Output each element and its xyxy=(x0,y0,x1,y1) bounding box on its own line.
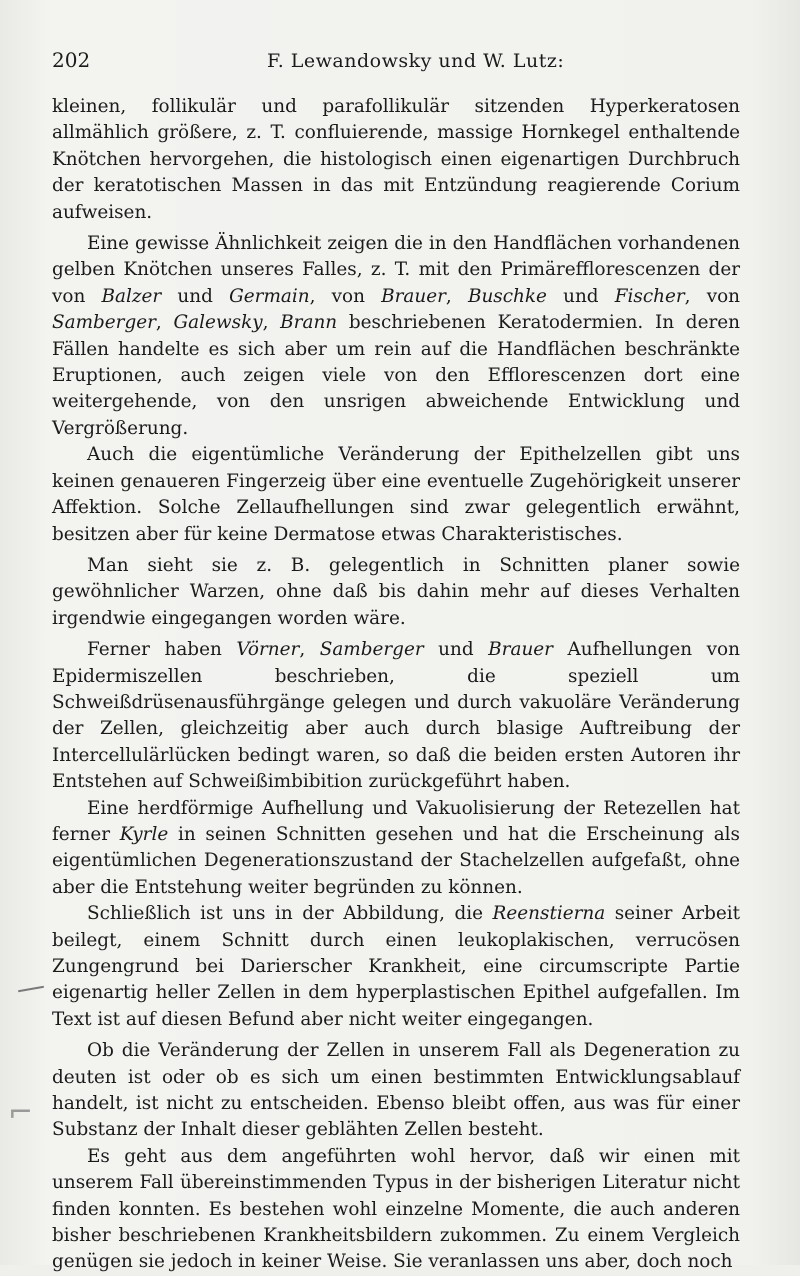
text-run: in seinen Schnitten gesehen und hat die Erscheinung als eigentümlichen Degenerationszustand der Stachelzellen aufgefaßt, ohne aber die Entstehung weiter begründen zu können. xyxy=(52,823,740,898)
author-name: Brann xyxy=(280,312,338,334)
paragraph-5 xyxy=(52,637,740,795)
author-name: Buschke xyxy=(467,285,547,307)
text-run: , xyxy=(299,639,320,661)
author-name: Brauer xyxy=(381,285,446,307)
author-name: Germain xyxy=(229,285,310,307)
page-header xyxy=(52,48,742,80)
text-run: Eine herdförmige Aufhellung und Vakuolisierung der Retezellen hat ferner xyxy=(52,797,740,845)
text-run: Auch die eigentümliche Veränderung der Epithelzellen gibt uns keinen genaueren Fingerzeig über eine eventuelle Zugehörigkeit unserer Affektion. Solche Zellaufhellungen sind zwar gelegentlich erwähnt, besitzen aber für keine Dermatose etwas Charakteristisches. xyxy=(52,444,740,545)
author-name: Brauer xyxy=(488,639,553,661)
text-run: , xyxy=(262,312,281,334)
text-run: seiner Arbeit beilegt, einem Schnitt durch einen leukoplakischen, verrucösen Zungengrund bei Darierscher Krankheit, eine circumscripte Partie eigenartig heller Zellen in dem hyperplastischen Epithel aufgefallen. Im Text ist auf diesen Befund aber nicht weiter eingegangen. xyxy=(52,903,740,1030)
text-run: Eine gewisse Ähnlichkeit zeigen die in den Handflächen vorhandenen gelben Knötchen unseres Falles, z. T. mit den Primärefflorescenzen der von xyxy=(52,233,740,307)
author-name: Samberger xyxy=(52,312,156,334)
author-name: Galewsky xyxy=(173,312,263,334)
paragraph-6 xyxy=(52,796,740,902)
running-head: F. Lewandowsky und W. Lutz: xyxy=(267,50,565,72)
author-name: Vörner xyxy=(236,639,300,661)
margin-pencil-mark: ⌐ xyxy=(8,1095,34,1130)
text-run: Ob die Veränderung der Zellen in unserem Fall als Degeneration zu deuten ist oder ob es sich um einen bestimmten Entwicklungsablauf handelt, ist nicht zu entscheiden. Ebenso bleibt offen, aus was für einer Substanz der Inhalt dieser geblähten Zellen besteht. xyxy=(52,1040,740,1141)
author-name: Balzer xyxy=(101,285,162,307)
paragraph-7 xyxy=(52,901,740,1033)
text-run: , xyxy=(155,312,174,334)
author-name: Kyrle xyxy=(119,823,169,845)
text-run: Ferner haben xyxy=(87,639,237,661)
text-run: Aufhellungen von Epidermiszellen beschrieben, die speziell um Schweißdrüsenausführgänge gelegen und durch vakuoläre Veränderung der Zellen, gleichzeitig aber auch durch blasige Auftreibung der Intercellulärlücken bedingt waren, so daß die beiden ersten Autoren ihr Entstehen auf Schweißimbibition zurückgeführt haben. xyxy=(52,639,740,793)
author-name: Reenstierna xyxy=(492,903,606,925)
paragraph-4 xyxy=(52,553,740,632)
text-run: und xyxy=(161,285,230,307)
text-run: und xyxy=(546,285,615,307)
text-run: kleinen, follikulär und parafollikulär sitzenden Hyperkeratosen allmählich größere, z. T. confluierende, massige Hornkegel enthaltende Knötchen hervorgehen, die histologisch einen eigenartigen Durchbruch der keratotischen Massen in das mit Entzündung reagierende Corium aufweisen. xyxy=(52,96,740,223)
text-run: beschriebenen Keratodermien. In deren Fällen handelte es sich aber um rein auf die Handflächen beschränkte Eruptionen, auch zeigen viele von den Efflorescenzen dort eine weitergehende, von den unsrigen abweichende Entwicklung und Vergrößerung. xyxy=(52,312,740,439)
body-text xyxy=(52,94,740,1276)
margin-pencil-dash xyxy=(18,986,44,992)
text-run: Es geht aus dem angeführten wohl hervor, daß wir einen mit unserem Fall übereinstimmenden Typus in der bisherigen Literatur nicht finden konnten. Es bestehen wohl einzelne Momente, die auch anderen bisher beschriebenen Krankheitsbildern zukommen. Zu einem Vergleich genügen sie jedoch in keiner Weise. Sie veranlassen uns aber, doch noch xyxy=(52,1145,740,1273)
text-run: , von xyxy=(309,285,382,307)
paragraph-1 xyxy=(52,94,740,226)
author-name: Fischer xyxy=(614,285,685,307)
paragraph-3 xyxy=(52,442,740,548)
page-number: 202 xyxy=(52,48,91,72)
paragraph-8 xyxy=(52,1038,740,1144)
paragraph-2 xyxy=(52,231,740,442)
text-run: Schließlich ist uns in der Abbildung, die xyxy=(87,903,493,925)
paragraph-9 xyxy=(52,1144,740,1276)
text-run: und xyxy=(423,639,489,661)
text-run: , xyxy=(445,285,468,307)
author-name: Samberger xyxy=(319,639,424,661)
text-run: , von xyxy=(684,285,741,307)
text-run: Man sieht sie z. B. gelegentlich in Schnitten planer sowie gewöhnlicher Warzen, ohne daß bis dahin mehr auf dieses Verhalten irgendwie eingegangen worden wäre. xyxy=(52,554,740,629)
